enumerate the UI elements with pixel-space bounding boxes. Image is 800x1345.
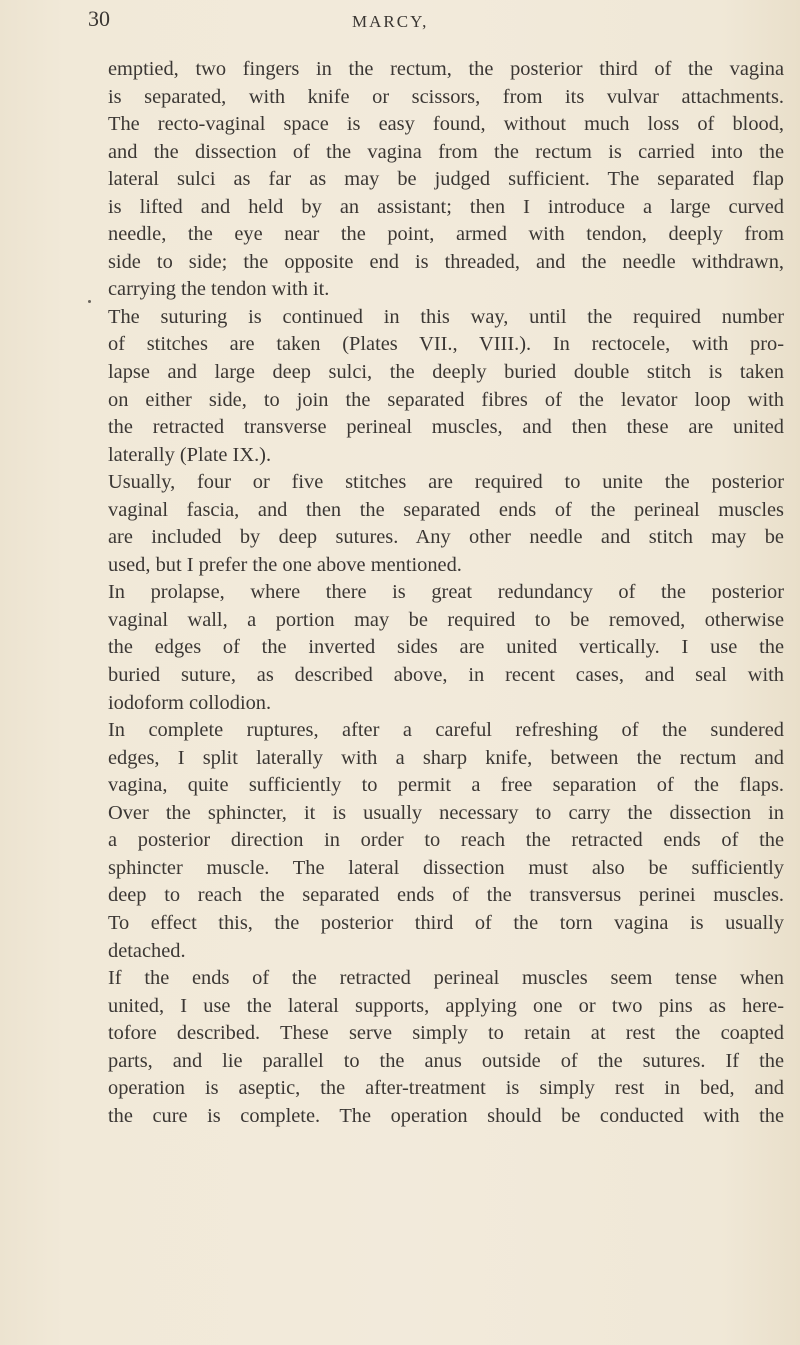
text-line: on either side, to join the separated fibres of the levator loop with	[108, 388, 784, 411]
text-line: lapse and large deep sulci, the deeply buried double stitch is taken	[108, 361, 784, 384]
text-line: vaginal fascia, and then the separated ends of the perineal muscles	[108, 498, 784, 521]
text-line: edges, I split laterally with a sharp knife, between the rectum and	[108, 746, 784, 769]
text-line: lateral sulci as far as may be judged sufficient. The separated flap	[108, 168, 784, 191]
text-line: emptied, two fingers in the rectum, the posterior third of the vagina	[108, 58, 784, 80]
text-line: laterally (Plate IX.).	[108, 443, 272, 466]
body-text	[108, 56, 784, 1130]
text-line: deep to reach the separated ends of the transversus perinei muscles.	[108, 884, 784, 907]
text-line: Over the sphincter, it is usually necessary to carry the dissection in	[108, 801, 784, 824]
text-line: In prolapse, where there is great redundancy of the posterior	[108, 581, 784, 604]
text-line: and the dissection of the vagina from the rectum is carried into the	[108, 140, 784, 163]
text-line: vaginal wall, a portion may be required to be removed, otherwise	[108, 608, 784, 631]
text-line: the edges of the inverted sides are united vertically. I use the	[108, 636, 784, 659]
text-line: vagina, quite sufficiently to permit a free separation of the flaps.	[108, 774, 784, 797]
text-line: needle, the eye near the point, armed with tendon, deeply from	[108, 223, 784, 246]
page-number: 30	[88, 6, 110, 31]
text-line: are included by deep sutures. Any other needle and stitch may be	[108, 526, 784, 549]
text-line: Usually, four or five stitches are required to unite the posterior	[108, 471, 784, 494]
text-line: The recto-vaginal space is easy found, without much loss of blood,	[108, 113, 784, 136]
text-line: iodoform collodion.	[108, 691, 272, 714]
text-line: operation is aseptic, the after-treatment is simply rest in bed, and	[108, 1077, 784, 1100]
text-line: the retracted transverse perineal muscles, and then these are united	[108, 416, 784, 439]
text-line: If the ends of the retracted perineal muscles seem tense when	[108, 967, 784, 990]
text-line: detached.	[108, 939, 186, 962]
running-head	[0, 6, 800, 46]
text-line: used, but I prefer the one above mentioned.	[108, 553, 462, 576]
margin-dot	[88, 300, 91, 303]
text-line: side to side; the opposite end is threaded, and the needle withdrawn,	[108, 250, 784, 273]
text-line: The suturing is continued in this way, until the required number	[108, 305, 784, 328]
text-line: united, I use the lateral supports, applying one or two pins as here-	[108, 994, 784, 1017]
text-line: a posterior direction in order to reach the retracted ends of the	[108, 829, 784, 852]
text-line: of stitches are taken (Plates VII., VIII.). In rectocele, with pro-	[108, 333, 784, 356]
text-line: is separated, with knife or scissors, from its vulvar attachments.	[108, 85, 784, 108]
text-line: To effect this, the posterior third of the torn vagina is usually	[108, 911, 784, 934]
text-line: the cure is complete. The operation should be conducted with the	[108, 1104, 784, 1127]
text-line: tofore described. These serve simply to retain at rest the coapted	[108, 1022, 784, 1045]
text-line: In complete ruptures, after a careful refreshing of the sundered	[108, 719, 784, 742]
text-line: carrying the tendon with it.	[108, 278, 330, 301]
text-line: parts, and lie parallel to the anus outside of the sutures. If the	[108, 1049, 784, 1072]
running-head-title: MARCY,	[352, 12, 429, 31]
text-line: buried suture, as described above, in recent cases, and seal with	[108, 664, 784, 687]
text-line: sphincter muscle. The lateral dissection must also be sufficiently	[108, 856, 784, 879]
text-line: is lifted and held by an assistant; then I introduce a large curved	[108, 195, 784, 218]
